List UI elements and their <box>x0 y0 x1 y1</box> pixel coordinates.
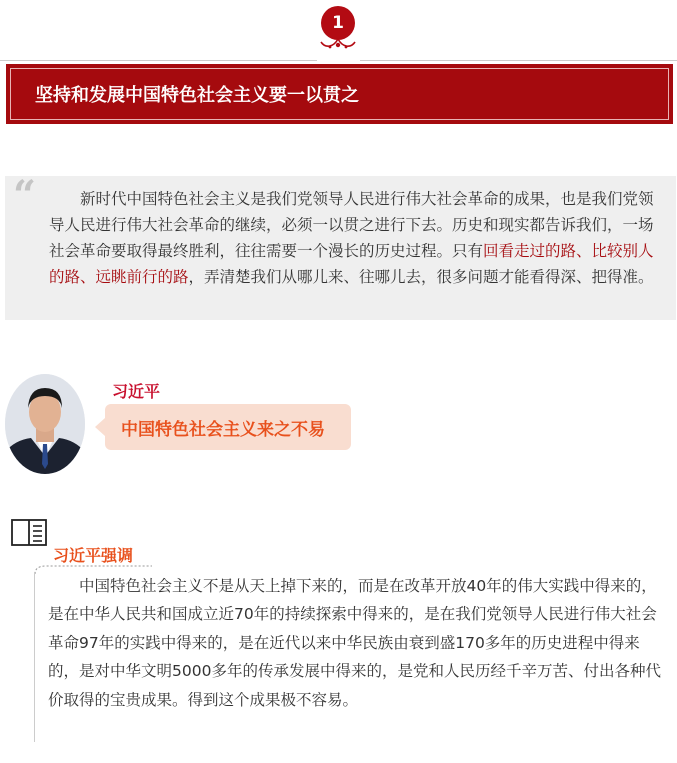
portrait-image <box>5 374 85 474</box>
quote-text-part: ，弄清楚我们从哪儿来、往哪儿去，很多问题才能看得深、把得准。 <box>188 268 654 286</box>
emphasis-divider <box>34 572 35 742</box>
quote-mark-icon: “ <box>13 172 37 219</box>
section-heading <box>6 64 673 124</box>
speech-bubble: 中国特色社会主义来之不易 <box>105 404 351 450</box>
quote-block <box>5 172 676 320</box>
quote-highlight: 回看走过的路、比较别人的路、远眺前行的路 <box>49 242 654 286</box>
ornament-icon <box>317 36 359 52</box>
avatar <box>5 374 85 474</box>
quote-text <box>49 186 661 290</box>
emphasis-label: 习近平强调 <box>53 546 134 565</box>
book-icon <box>11 517 47 547</box>
section-number-badge <box>317 6 359 50</box>
quote-text-part: 新时代中国特色社会主义是我们党领导人民进行伟大社会革命的成果，也是我们党领导人民进行伟大社会革命的继续，必须一以贯之进行下去。历史和现实都告诉我们，一场社会革命要取得最终胜利，往往需要一个漫长的历史过程。只有 <box>49 190 654 260</box>
header-divider-left <box>0 60 317 61</box>
header-divider-right <box>360 60 677 61</box>
section-number: 1 <box>321 6 355 40</box>
speaker-name: 习近平 <box>112 382 161 401</box>
emphasis-text: 中国特色社会主义不是从天上掉下来的，而是在改革开放40年的伟大实践中得来的，是在中华人民共和国成立近70年的持续探索中得来的，是在我们党领导人民进行伟大社会革命97年的实践中得来的，是在近代以来中华民族由衰到盛170多年的历史进程中得来的，是对中华文明5000多年的传承发展中得来的，是党和人民历经千辛万苦、付出各种代价取得的宝贵成果。得到这个成果极不容易。 <box>48 577 661 709</box>
section-title: 坚持和发展中国特色社会主义要一以贯之 <box>10 68 669 120</box>
